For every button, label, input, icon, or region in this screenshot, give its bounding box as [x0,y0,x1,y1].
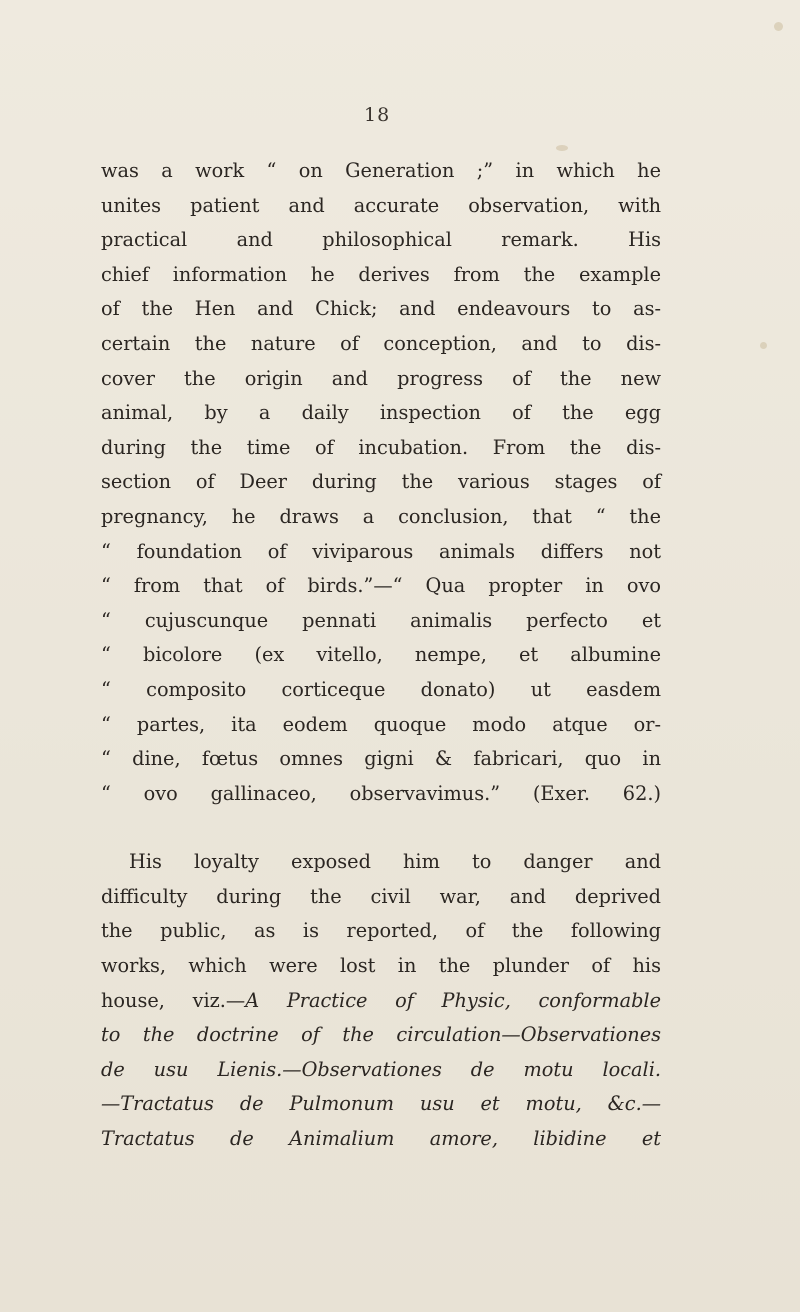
text-line: difficulty during the civil war, and deprived [101,884,661,908]
text-line: His loyalty exposed him to danger and [129,850,661,874]
text-line: section of Deer during the various stages of [101,470,661,494]
text-line: unites patient and accurate observation, with [101,193,661,217]
text-line: chief information he derives from the example [101,262,661,286]
text-line: animal, by a daily inspection of the egg [101,401,661,425]
paper-spot [556,145,568,151]
text-line-mixed [101,984,661,1019]
page-number: 18 [364,104,391,126]
text-line: “ from that of birds.”—“ Qua propter in ovo [101,574,661,598]
text-line: during the time of incubation. From the dis- [101,435,661,459]
paragraph-1 [101,154,661,811]
text-line: practical and philosophical remark. His [101,228,661,252]
text-line: “ bicolore (ex vitello, nempe, et albumine [101,643,661,667]
paper-spot [774,22,783,31]
book-title-run: A Practice of Physic, conformable [245,988,661,1012]
text-line: certain the nature of conception, and to dis- [101,331,661,355]
text-line: “ composito corticeque donato) ut easdem [101,677,661,701]
paragraph-gap [101,811,661,845]
text-run: house, viz.— [101,988,246,1012]
paper-spot [760,342,767,349]
text-line: Tractatus de Animalium amore, libidine et [101,1127,661,1151]
text-line: —Tractatus de Pulmonum usu et motu, &c.— [101,1092,661,1116]
text-line: “ foundation of viviparous animals differs not [101,539,661,563]
text-line: was a work “ on Generation ;” in which he [101,159,661,182]
text-line: works, which were lost in the plunder of his [101,954,661,978]
text-line: pregnancy, he draws a conclusion, that “ the [101,504,661,528]
paragraph-2 [101,845,661,1156]
text-line: the public, as is reported, of the following [101,919,661,943]
text-line: of the Hen and Chick; and endeavours to as- [101,297,661,321]
text-line: “ partes, ita eodem quoque modo atque or- [101,712,661,736]
text-line: “ dine, fœtus omnes gigni & fabricari, quo in [101,747,661,771]
text-line: to the doctrine of the circulation—Observationes [101,1023,661,1047]
body-text [101,154,661,1157]
text-line: “ cujuscunque pennati animalis perfecto et [101,608,661,632]
text-line: cover the origin and progress of the new [101,366,661,390]
text-line: de usu Lienis.—Observationes de motu locali. [101,1057,661,1081]
text-line: “ ovo gallinaceo, observavimus.” (Exer. 62.) [101,781,661,805]
